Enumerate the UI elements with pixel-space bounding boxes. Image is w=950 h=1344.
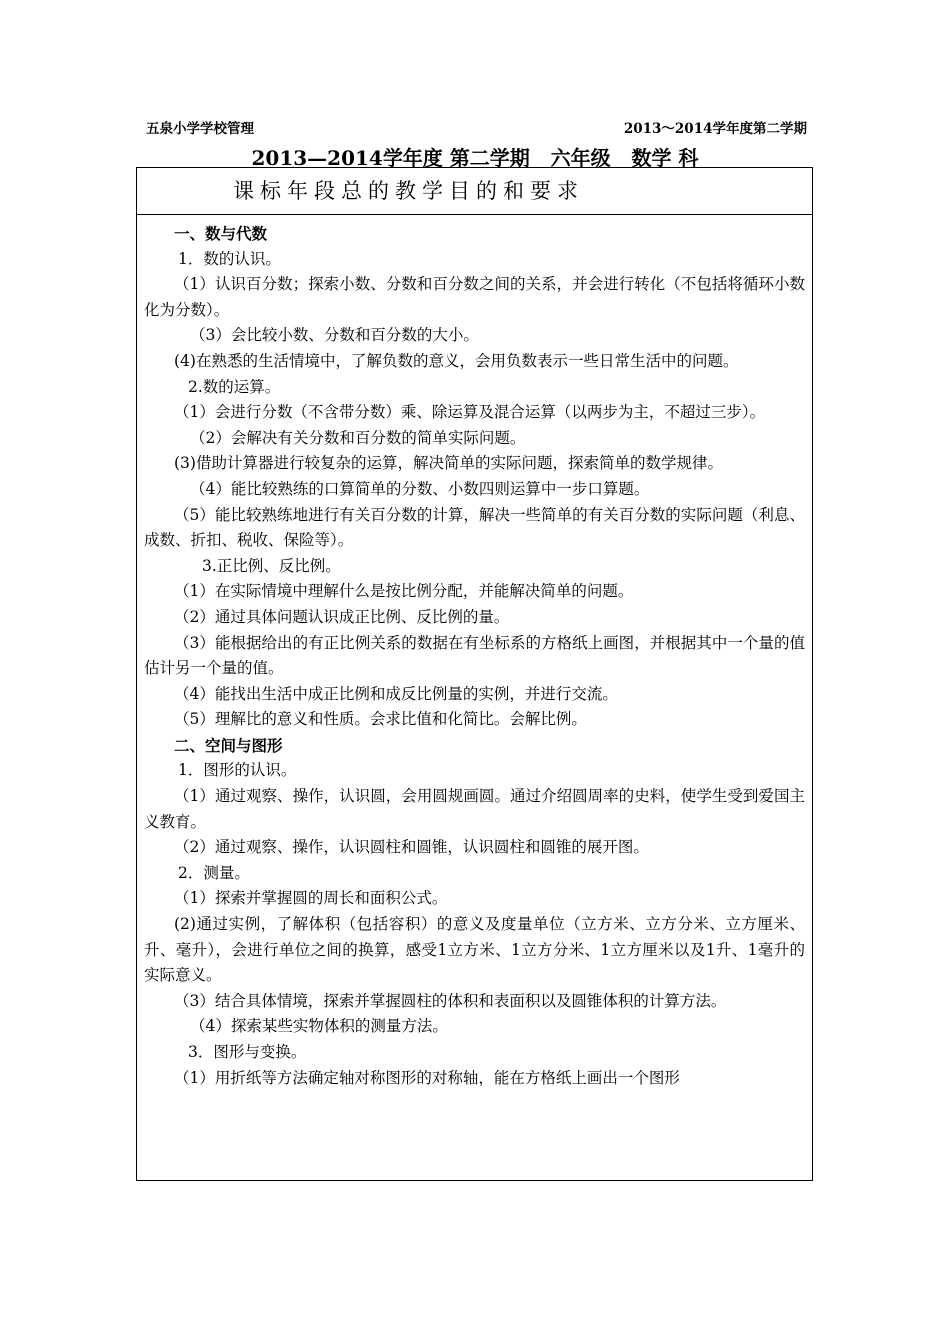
content-table (136, 167, 813, 1181)
paragraph: (3)借助计算器进行较复杂的运算，解决简单的实际问题，探索简单的数学规律。 (174, 454, 723, 473)
paragraph: （3）能根据给出的有正比例关系的数据在有坐标系的方格纸上画图，并根据其中一个量的值估计另一个量的值。 (144, 633, 805, 678)
document-title: 2013—2014学年度 第二学期 六年级 数学 科 (251, 146, 699, 170)
paragraph: (2)通过实例，了解体积（包括容积）的意义及度量单位（立方米、立方分米、立方厘米、升、毫升），会进行单位之间的换算，感受1立方米、1立方分米、1立方厘米以及1升、1毫升的实际意义。 (144, 915, 805, 985)
paragraph: 2．测量。 (178, 863, 250, 882)
paragraph: （5）能比较熟练地进行有关百分数的计算，解决一些简单的有关百分数的实际问题（利息、成数、折扣、税收、保险等）。 (144, 505, 805, 550)
paragraph: （3）结合具体情境，探索并掌握圆柱的体积和表面积以及圆锥体积的计算方法。 (174, 991, 727, 1010)
paragraph: 3．图形与变换。 (188, 1043, 307, 1061)
paragraph: （2）通过具体问题认识成正比例、反比例的量。 (174, 607, 510, 626)
paragraph: （1）探索并掌握圆的周长和面积公式。 (174, 889, 448, 908)
paragraph: 1．图形的认识。 (178, 761, 297, 780)
paragraph: （2）通过观察、操作，认识圆柱和圆锥，认识圆柱和圆锥的展开图。 (174, 838, 649, 857)
content-body (137, 215, 812, 1091)
paragraph: （3）会比较小数、分数和百分数的大小。 (190, 326, 479, 345)
section-heading: 一、数与代数 (174, 224, 268, 243)
paragraph: （1）会进行分数（不含带分数）乘、除运算及混合运算（以两步为主，不超过三步）。 (174, 403, 766, 422)
paragraph: （1）用折纸等方法确定轴对称图形的对称轴，能在方格纸上画出一个图形 (174, 1068, 680, 1087)
paragraph: （5）理解比的意义和性质。会求比值和化简比。会解比例。 (174, 710, 587, 729)
table-heading: 课标年段总的教学目的和要求 (137, 168, 812, 215)
paragraph: 2.数的运算。 (188, 377, 281, 396)
section-heading: 二、空间与图形 (174, 735, 283, 755)
paragraph: （1）通过观察、操作，认识圆，会用圆规画圆。通过介绍圆周率的史料，使学生受到爱国主义教育。 (144, 787, 805, 831)
paragraph: (4)在熟悉的生活情境中，了解负数的意义，会用负数表示一些日常生活中的问题。 (174, 351, 739, 370)
paragraph: （4）探索某些实物体积的测量方法。 (190, 1017, 448, 1036)
header-school-name: 五泉小学学校管理 (146, 121, 254, 137)
paragraph: （4）能找出生活中成正比例和成反比例量的实例，并进行交流。 (174, 684, 618, 703)
paragraph: 3.正比例、反比例。 (202, 556, 341, 575)
header-term: 2013～2014学年度第二学期 (623, 121, 807, 137)
paragraph: （1）在实际情境中理解什么是按比例分配，并能解决简单的问题。 (174, 582, 634, 601)
paragraph: （2）会解决有关分数和百分数的简单实际问题。 (190, 428, 526, 447)
paragraph: （1）认识百分数；探索小数、分数和百分数之间的关系，并会进行转化（不包括将循环小数化为分数）。 (144, 275, 805, 319)
paragraph: 1．数的认识。 (178, 249, 281, 268)
paragraph: （4）能比较熟练的口算简单的分数、小数四则运算中一步口算题。 (190, 479, 650, 498)
